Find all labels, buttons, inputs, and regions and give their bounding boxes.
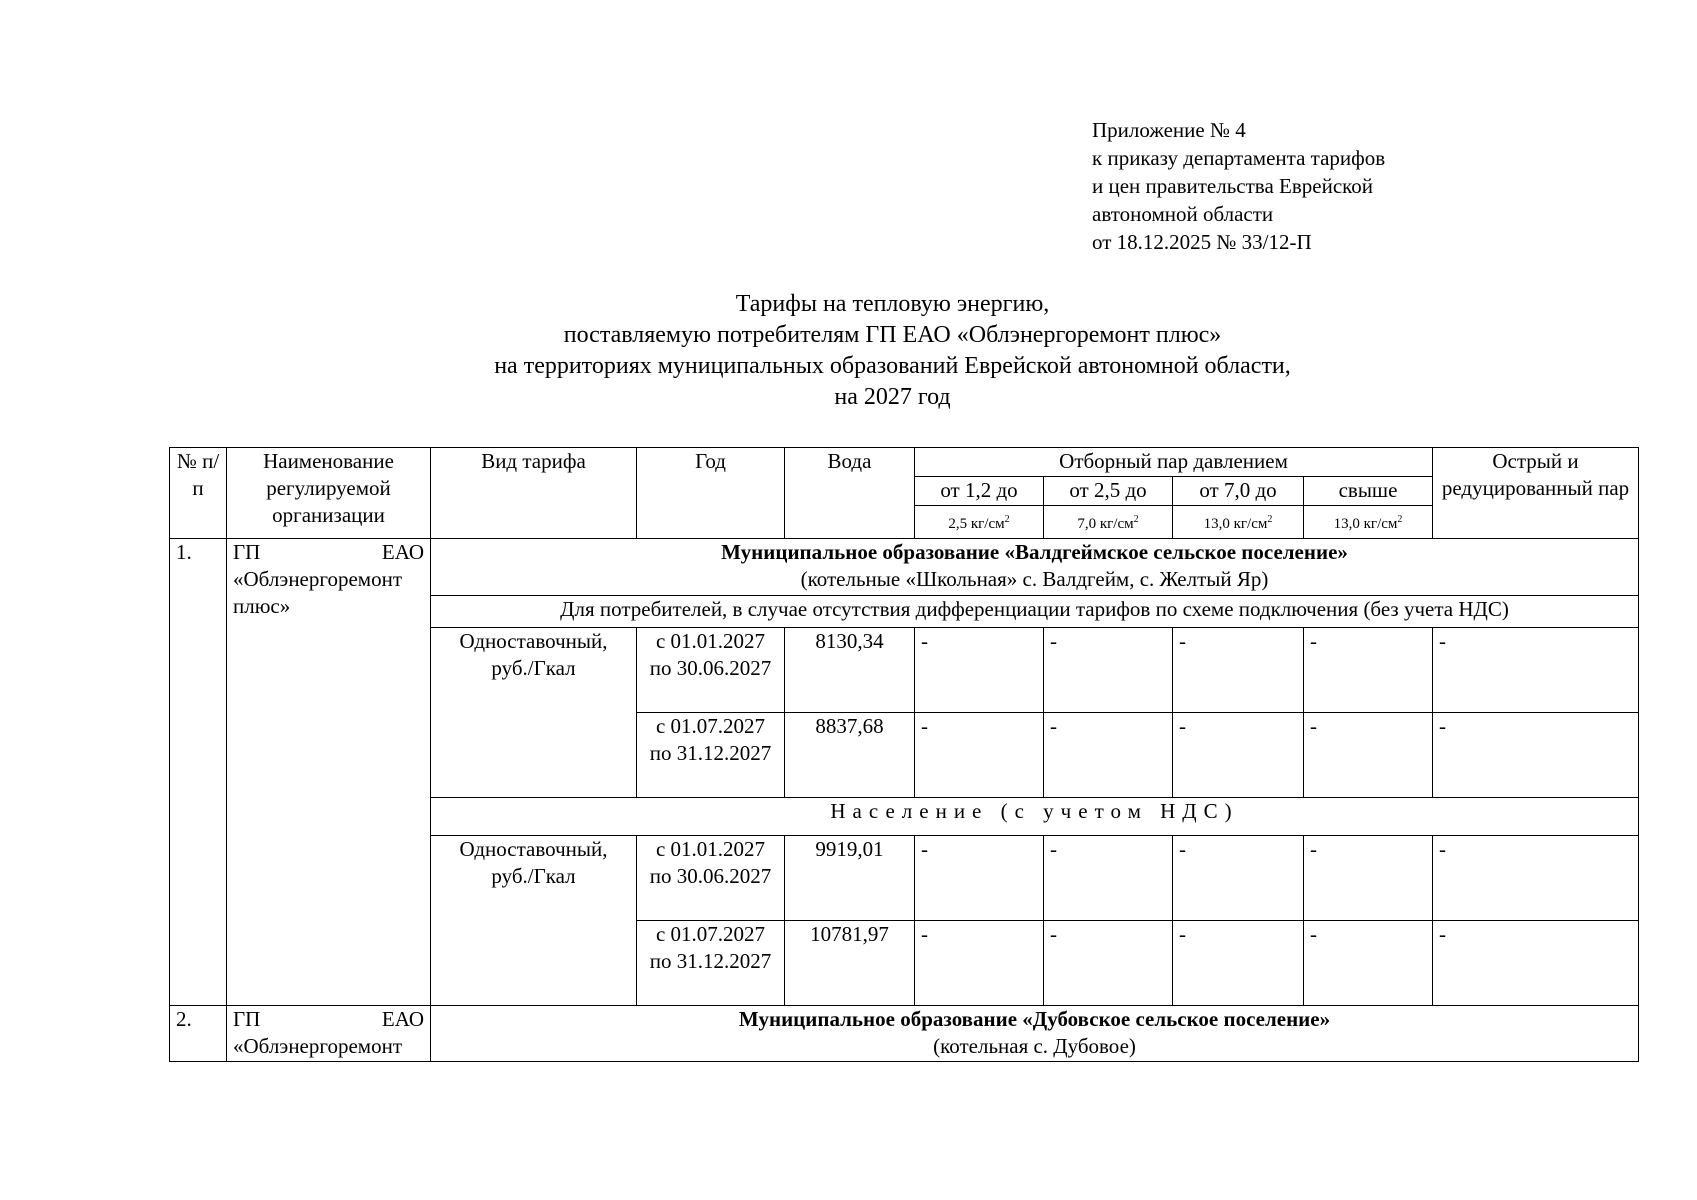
title-line: поставляемую потребителям ГП ЕАО «Облэнергоремонт плюс» <box>563 322 1222 348</box>
header-org: Наименование регулируемой организации <box>227 448 431 539</box>
water-value: 8130,34 <box>785 628 915 713</box>
header-tariff-type: Вид тарифа <box>431 448 637 539</box>
appendix-block <box>1092 116 1385 256</box>
header-steam-4: свыше <box>1304 477 1433 506</box>
header-steam-group: Отборный пар давлением <box>915 448 1433 477</box>
header-num: № п/п <box>170 448 227 539</box>
municipality-header <box>431 539 1639 596</box>
appendix-line: Приложение № 4 <box>1092 118 1246 142</box>
header-steam-2: от 2,5 до <box>1044 477 1173 506</box>
header-year: Год <box>637 448 785 539</box>
steam-2-value: - <box>1044 713 1173 798</box>
water-value: 9919,01 <box>785 836 915 921</box>
municipality-header <box>431 1006 1639 1062</box>
steam-3-value: - <box>1173 921 1304 1006</box>
steam-3-value: - <box>1173 713 1304 798</box>
title-line: на 2027 год <box>834 384 951 410</box>
steam-4-value: - <box>1304 836 1433 921</box>
header-sharp-steam: Острый и редуцированный пар <box>1433 448 1639 539</box>
header-row <box>170 448 1639 477</box>
period: с 01.01.2027 по 30.06.2027 <box>637 836 785 921</box>
table-row <box>170 1006 1639 1062</box>
steam-4-value: - <box>1304 628 1433 713</box>
sharp-steam-value: - <box>1433 628 1639 713</box>
municipality-name: Муниципальное образование «Дубовское сельское поселение» <box>738 1007 1331 1031</box>
table-row <box>170 539 1639 596</box>
sharp-steam-value: - <box>1433 836 1639 921</box>
period: с 01.01.2027 по 30.06.2027 <box>637 628 785 713</box>
water-value: 8837,68 <box>785 713 915 798</box>
header-steam-4-unit: 13,0 $кг/см^2$ <box>1304 506 1433 539</box>
water-value: 10781,97 <box>785 921 915 1006</box>
steam-1-value: - <box>915 836 1044 921</box>
title-line: на территориях муниципальных образований Еврейской автономной области, <box>494 353 1291 379</box>
steam-1-value: - <box>915 713 1044 798</box>
sharp-steam-value: - <box>1433 921 1639 1006</box>
row-num: 1. <box>170 539 227 1006</box>
steam-4-value: - <box>1304 713 1433 798</box>
header-steam-3-unit: 13,0 $кг/см^2$ <box>1173 506 1304 539</box>
tariffs-table <box>169 447 1639 1062</box>
header-water: Вода <box>785 448 915 539</box>
header-steam-2-unit: 7,0 $кг/см^2$ <box>1044 506 1173 539</box>
section-consumers: Для потребителей, в случае отсутствия дифференциации тарифов по схеме подключения (без учета НДС) <box>431 596 1639 628</box>
boiler-list: (котельная с. Дубовое) <box>933 1034 1136 1058</box>
header-steam-1: от 1,2 до <box>915 477 1044 506</box>
document-title <box>0 289 1697 413</box>
org-name: ГП ЕАО «Облэнергоремонт плюс» <box>227 539 431 1006</box>
steam-3-value: - <box>1173 836 1304 921</box>
steam-2-value: - <box>1044 628 1173 713</box>
section-population: Население (с учетом НДС) <box>431 798 1639 836</box>
steam-2-value: - <box>1044 921 1173 1006</box>
steam-3-value: - <box>1173 628 1304 713</box>
steam-4-value: - <box>1304 921 1433 1006</box>
appendix-line: от 18.12.2025 № 33/12-П <box>1092 230 1312 254</box>
title-line: Тарифы на тепловую энергию, <box>735 291 1050 317</box>
period: с 01.07.2027 по 31.12.2027 <box>637 713 785 798</box>
municipality-name: Муниципальное образование «Валдгеймское сельское поселение» <box>721 540 1348 564</box>
period: с 01.07.2027 по 31.12.2027 <box>637 921 785 1006</box>
appendix-line: к приказу департамента тарифов <box>1092 146 1386 170</box>
appendix-line: и цен правительства Еврейской <box>1092 174 1374 198</box>
row-num: 2. <box>170 1006 227 1062</box>
boiler-list: (котельные «Школьная» с. Валдгейм, с. Желтый Яр) <box>800 567 1269 591</box>
appendix-line: автономной области <box>1092 202 1274 226</box>
tariff-type: Одноставочный, руб./Гкал <box>431 836 637 1006</box>
steam-1-value: - <box>915 628 1044 713</box>
header-steam-3: от 7,0 до <box>1173 477 1304 506</box>
steam-1-value: - <box>915 921 1044 1006</box>
org-name: ГП ЕАО «Облэнергоремонт <box>227 1006 431 1062</box>
tariff-type: Одноставочный, руб./Гкал <box>431 628 637 798</box>
sharp-steam-value: - <box>1433 713 1639 798</box>
header-steam-1-unit: 2,5 $кг/см^2$ <box>915 506 1044 539</box>
steam-2-value: - <box>1044 836 1173 921</box>
